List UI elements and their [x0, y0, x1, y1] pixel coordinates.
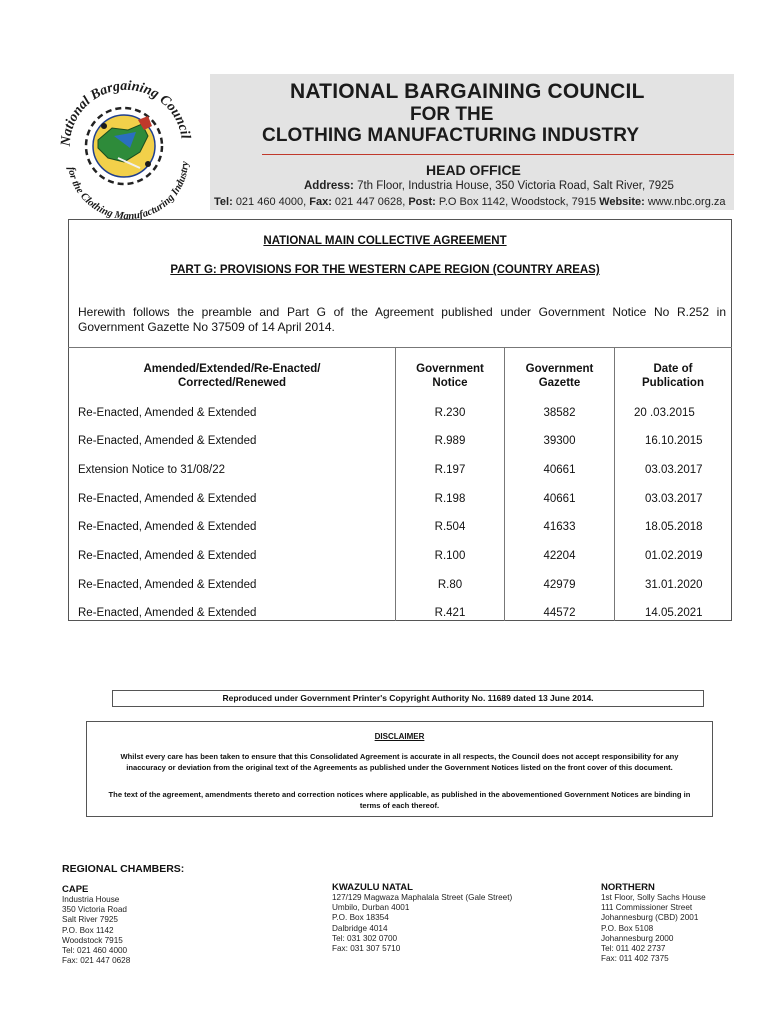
table-cell-notice: R.100 [434, 550, 466, 562]
table-cell-notice: R.421 [434, 607, 466, 619]
copyright-text: Reproduced under Government Printer's Copyright Authority No. 11689 dated 13 June 2014. [222, 693, 594, 703]
org-name-line3: CLOTHING MANUFACTURING INDUSTRY [262, 125, 640, 146]
table-cell-gazette: 42204 [543, 550, 576, 562]
table-cell-date: 01.02.2019 [645, 550, 703, 562]
table-cell-action: Re-Enacted, Amended & Extended [78, 435, 257, 447]
table-cell-date: 03.03.2017 [645, 493, 703, 505]
chamber-line: 111 Commissioner Street [601, 903, 693, 913]
disclaimer-text: Whilst every care has been taken to ensure that this Consolidated Agreement is accurate in all respects, the Council does not accept responsibility for any inaccuracy or deviation from the original text of the Agreements as published under the Government Notices listed on the front cover of this document. [120, 752, 679, 772]
table-cell-action: Re-Enacted, Amended & Extended [78, 407, 257, 419]
chamber-northern-title: NORTHERN [601, 882, 655, 893]
header-divider [262, 154, 734, 155]
chamber-line: Fax: 011 402 7375 [601, 954, 669, 964]
chamber-cape-title: CAPE [62, 884, 89, 895]
logo-emblem [86, 108, 162, 184]
chamber-line: 127/129 Magwaza Maphalala Street (Gale Street) [332, 893, 513, 902]
table-header-notice [398, 362, 502, 390]
table-cell-notice: R.230 [434, 407, 466, 419]
table-cell-date: 31.01.2020 [645, 579, 703, 591]
chamber-northern-details [601, 893, 706, 964]
header-text: Date of [653, 363, 693, 375]
regional-chambers-heading: REGIONAL CHAMBERS: [62, 863, 185, 875]
chamber-line: 1st Floor, Solly Sachs House [601, 893, 706, 902]
header-text: Government [416, 363, 484, 375]
table-cell-notice: R.989 [434, 435, 466, 447]
table-top-rule [68, 347, 732, 348]
table-cell-notice: R.197 [434, 464, 466, 476]
table-cell-gazette: 38582 [543, 407, 576, 419]
chamber-cape-details [62, 895, 130, 966]
document-subtitle: PART G: PROVISIONS FOR THE WESTERN CAPE REGION (COUNTRY AREAS) [170, 264, 600, 276]
table-cell-action: Re-Enacted, Amended & Extended [78, 493, 257, 505]
address-line [304, 180, 674, 192]
table-cell-date: 14.05.2021 [645, 607, 703, 619]
table-cell-gazette: 40661 [543, 493, 576, 505]
website-link[interactable]: www.nbc.org.za [647, 196, 726, 208]
table-cell-date: 16.10.2015 [645, 435, 703, 447]
table-cell-gazette: 40661 [543, 464, 576, 476]
chamber-line: P.O. Box 18354 [332, 913, 389, 923]
table-cell-gazette: 44572 [543, 607, 576, 619]
tel-label: Tel: [214, 196, 233, 208]
contact-line [214, 196, 726, 208]
header-text: Gazette [538, 377, 581, 389]
header-text: Amended/Extended/Re-Enacted/ [143, 363, 321, 375]
chamber-line: Industria House [62, 895, 120, 904]
table-cell-notice: R.80 [437, 579, 463, 591]
table-cell-action: Re-Enacted, Amended & Extended [78, 550, 257, 562]
chamber-line: Johannesburg (CBD) 2001 [601, 913, 699, 923]
table-header-date [617, 362, 729, 390]
chamber-line: Johannesburg 2000 [601, 933, 674, 943]
table-header-action [72, 362, 392, 390]
tel-value: 021 460 4000, [235, 196, 307, 208]
chamber-line: Tel: 021 460 4000 [62, 946, 128, 956]
table-cell-date: 18.05.2018 [645, 521, 703, 533]
disclaimer-text: The text of the agreement, amendments thereto and correction notices where applicable, as published in the abovementioned Government Notices are binding in terms of each thereof. [108, 790, 691, 810]
table-cell-notice: R.504 [434, 521, 466, 533]
chamber-line: Dalbridge 4014 [332, 923, 388, 933]
table-cell-action: Extension Notice to 31/08/22 [78, 464, 226, 476]
header-text: Notice [432, 377, 468, 389]
table-column-divider [504, 347, 505, 621]
header-text: Corrected/Renewed [177, 377, 286, 389]
table-header-gazette [507, 362, 612, 390]
address-label: Address: [304, 180, 354, 192]
fax-value: 021 447 0628, [334, 196, 406, 208]
table-cell-action: Re-Enacted, Amended & Extended [78, 521, 257, 533]
fax-label: Fax: [309, 196, 332, 208]
chamber-line: Tel: 031 302 0700 [332, 933, 398, 943]
table-cell-date: 03.03.2017 [645, 464, 703, 476]
header-text: Government [525, 363, 594, 375]
table-cell-date: 20 .03.2015 [634, 407, 695, 419]
council-logo [48, 72, 208, 222]
chamber-line: P.O. Box 1142 [62, 925, 114, 935]
chamber-kzn-title: KWAZULU NATAL [332, 882, 413, 893]
table-cell-action: Re-Enacted, Amended & Extended [78, 579, 257, 591]
table-cell-gazette: 42979 [543, 579, 576, 591]
chamber-line: Tel: 011 402 2737 [601, 944, 666, 954]
chamber-line: Woodstock 7915 [62, 935, 123, 945]
chamber-kzn-details [332, 893, 512, 954]
chamber-line: P.O. Box 5108 [601, 923, 654, 933]
chamber-line: Fax: 031 307 5710 [332, 944, 401, 954]
chamber-line: Fax: 021 447 0628 [62, 956, 131, 966]
table-cell-gazette: 41633 [543, 521, 576, 533]
document-title: NATIONAL MAIN COLLECTIVE AGREEMENT [263, 235, 507, 247]
website-label: Website: [599, 196, 645, 208]
post-value: P.O Box 1142, Woodstock, 7915 [438, 196, 597, 208]
table-column-divider [395, 347, 396, 621]
table-cell-action: Re-Enacted, Amended & Extended [78, 607, 257, 619]
address-value: 7th Floor, Industria House, 350 Victoria Road, Salt River, 7925 [357, 180, 674, 192]
logo-text-top: National Bargaining Council [58, 78, 193, 147]
chamber-line: Salt River 7925 [62, 915, 118, 925]
table-cell-notice: R.198 [434, 493, 466, 505]
preamble-text: Herewith follows the preamble and Part G of the Agreement published under Government Notice No R.252 in Government Gazette No 37509 of 14 April 2014. [78, 305, 726, 334]
head-office-label: HEAD OFFICE [426, 162, 521, 178]
post-label: Post: [408, 196, 436, 208]
header-text: Publication [642, 377, 704, 389]
chamber-line: Umbilo, Durban 4001 [332, 903, 410, 913]
org-name-line1: NATIONAL BARGAINING COUNCIL [290, 80, 645, 103]
table-column-divider [614, 347, 615, 621]
logo-text-bottom: for the Clothing Manufacturing Industry [65, 161, 192, 222]
chamber-line: 350 Victoria Road [62, 905, 127, 915]
table-cell-gazette: 39300 [543, 435, 576, 447]
org-name-line2: FOR THE [410, 104, 494, 125]
disclaimer-title: DISCLAIMER [374, 732, 425, 741]
